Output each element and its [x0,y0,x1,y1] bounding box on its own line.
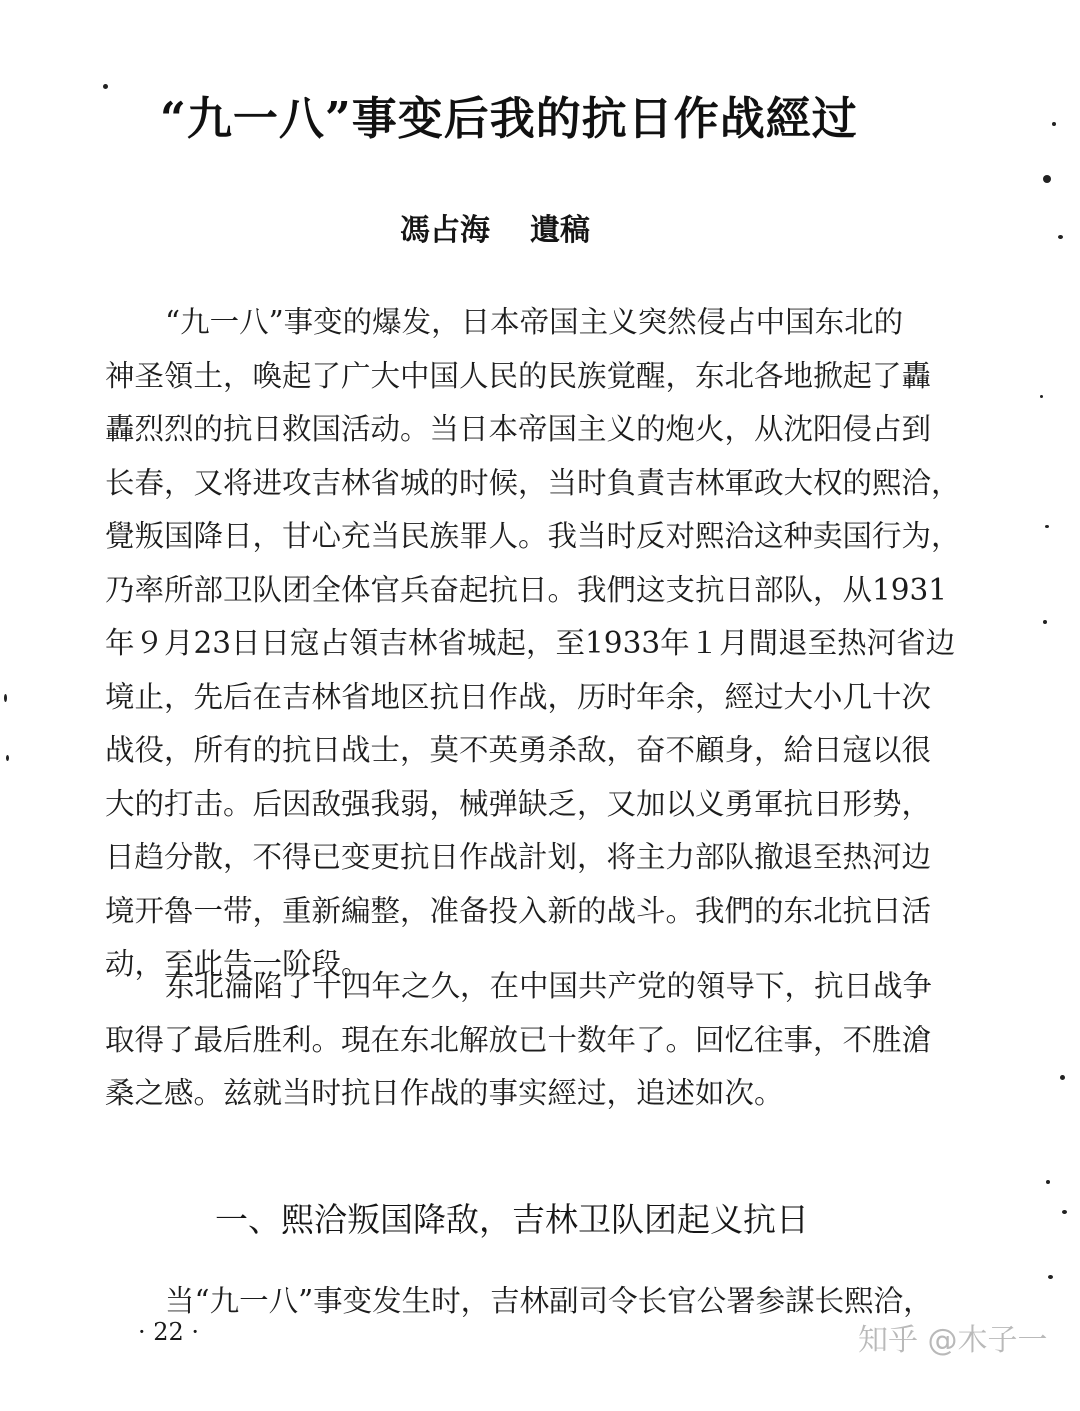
paragraph-1-line: 境开魯一带，重新編整，准备投入新的战斗。我們的东北抗日活 [105,893,932,928]
scan-speck [1040,395,1043,398]
paragraph-3 [105,1275,935,1329]
byline-author: 馮占海 [400,213,490,248]
paragraph-1-line: 动，至此告一阶段。 [105,947,371,981]
paragraph-1-line: 年９月23日日寇占領吉林省城起，至1933年１月間退至热河省边 [105,626,956,660]
paragraph-1-line: 日趋分散，不得已变更抗日作战計划，将主力部队撤退至热河边 [105,840,932,874]
paragraph-2-line: 桑之感。兹就当时抗日作战的事实經过，追述如次。 [105,1076,784,1110]
scan-speck [1043,620,1047,624]
scan-speck [103,84,108,89]
page-number: · 22 · [138,1318,200,1346]
scan-speck [4,694,7,702]
byline-note: 遺稿 [530,213,590,248]
scan-speck [1052,122,1056,126]
paragraph-1-line: 轟烈烈的抗日救国活动。当日本帝国主义的炮火，从沈阳侵占到 [105,412,932,446]
paragraph-1-line: 覺叛国降日，甘心充当民族罪人。我当时反对熙洽这种卖国行为， [105,519,961,553]
paragraph-2-line: 取得了最后胜利。現在东北解放已十数年了。回忆往事，不胜滄 [105,1022,932,1057]
paragraph-1 [105,296,961,992]
paragraph-1-line: 乃率所部卫队团全体官兵奋起抗日。我們这支抗日部队，从1931 [105,572,948,607]
scan-speck [1048,1275,1053,1279]
paragraph-2-line: 东北淪陷了十四年之久，在中国共产党的領导下，抗日战争 [165,969,933,1003]
article-title: “九一八”事变后我的抗日作战經过 [160,92,858,145]
scan-speck [6,755,9,761]
scan-speck [1062,1210,1067,1214]
paragraph-1-line: 大的打击。后因敌强我弱，械弹缺乏，又加以义勇軍抗日形势， [105,786,932,821]
section-heading: 一、熙洽叛国降敌，吉林卫队团起义抗日 [215,1200,809,1239]
paragraph-1-line: “九一八”事变的爆发，日本帝国主义突然侵占中国东北的 [165,305,904,339]
scan-speck [1045,525,1049,528]
scan-speck [1058,235,1063,239]
paragraph-2 [105,960,935,1121]
paragraph-1-line: 神圣領土，喚起了广大中国人民的民族覚醒，东北各地掀起了轟 [105,358,932,393]
byline [400,205,590,249]
scan-speck [1043,175,1051,183]
paragraph-1-line: 境止，先后在吉林省地区抗日作战，历时年余，經过大小几十次 [105,679,932,714]
paragraph-3-line: 当“九一八”事变发生时，吉林副司令长官公署参謀长熙洽， [165,1284,933,1318]
watermark-text: 知乎 @木子一 [858,1323,1048,1358]
scan-speck [1060,1075,1065,1080]
paragraph-1-line: 长春，又将进攻吉林省城的时候，当时負責吉林軍政大权的熙洽， [105,465,961,500]
paragraph-1-line: 战役，所有的抗日战士，莫不英勇杀敌，奋不顧身，給日寇以很 [105,733,932,767]
scan-speck [1046,1180,1050,1184]
